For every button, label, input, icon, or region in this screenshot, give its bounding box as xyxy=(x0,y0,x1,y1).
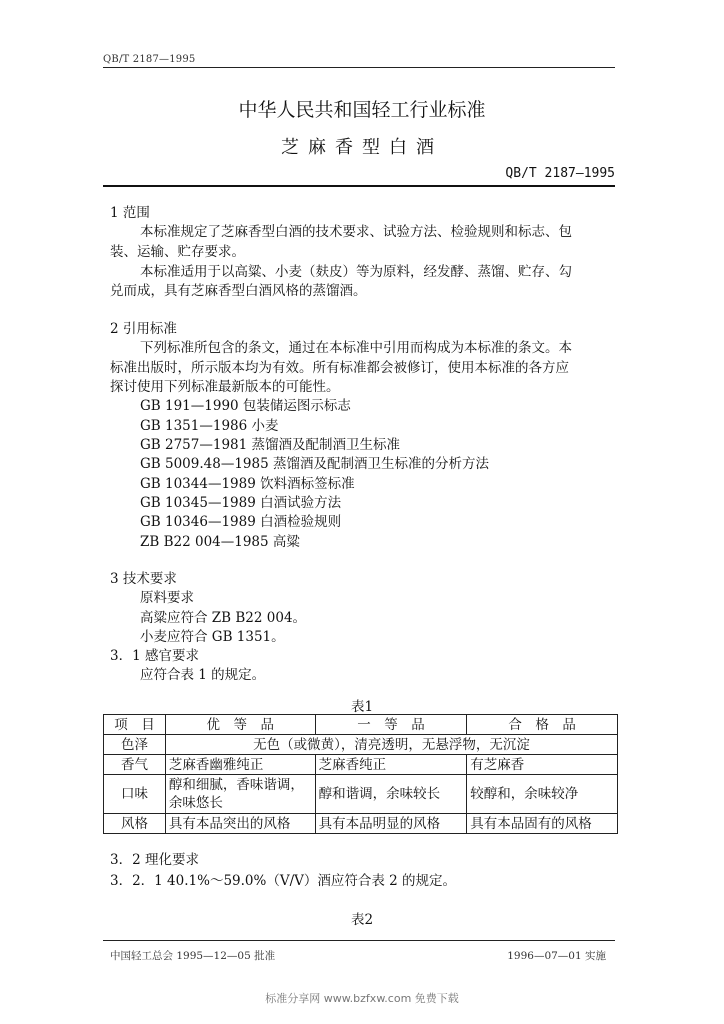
reference-item: GB 191—1990 包装储运图示标志 xyxy=(140,398,351,414)
table-cell-item: 香气 xyxy=(104,755,166,775)
section-2-heading: 2 引用标准 xyxy=(110,321,177,337)
table-row xyxy=(104,735,618,755)
table-cell: 芝麻香幽雅纯正 xyxy=(165,755,315,775)
table-cell-line: 醇和细腻，香味谐调， xyxy=(168,777,304,793)
approval-date: 中国轻工总会 1995—12—05 批准 xyxy=(110,950,276,962)
section-3-heading: 3 技术要求 xyxy=(110,571,177,587)
raw-material-wheat: 小麦应符合 GB 1351。 xyxy=(140,629,285,645)
raw-material-heading: 原料要求 xyxy=(140,590,194,606)
section-3-1-text: 应符合表 1 的规定。 xyxy=(140,667,266,683)
reference-item: ZB B22 004—1985 高粱 xyxy=(140,534,300,550)
table-cell: 无色（或微黄），清亮透明，无悬浮物，无沉淀 xyxy=(165,735,617,755)
raw-material-sorghum: 高粱应符合 ZB B22 004。 xyxy=(140,610,307,626)
running-header: QB/T 2187—1995 xyxy=(103,54,196,65)
section-1-para-1-line-2: 装、运输、贮存要求。 xyxy=(110,244,245,260)
table-cell: 具有本品固有的风格 xyxy=(467,814,618,834)
table-header-cell: 优 等 品 xyxy=(165,715,315,735)
section-2-para-line-3: 探讨使用下列标准最新版本的可能性。 xyxy=(110,379,340,395)
table-header-cell: 项 目 xyxy=(104,715,166,735)
section-2-para-line-2: 标准出版时，所示版本均为有效。所有标准都会被修订，使用本标准的各方应 xyxy=(110,360,569,376)
table-row xyxy=(104,814,618,834)
section-1-para-1-line-1: 本标准规定了芝麻香型白酒的技术要求、试验方法、检验规则和标志、包 xyxy=(140,224,572,240)
table-cell: 具有本品突出的风格 xyxy=(165,814,315,834)
document-org-title: 中华人民共和国轻工行业标准 xyxy=(238,99,486,121)
standard-number: QB/T 2187—1995 xyxy=(505,166,615,181)
table-row xyxy=(104,755,618,775)
table-cell: 较醇和，余味较净 xyxy=(467,775,618,814)
reference-item: GB 5009.48—1985 蒸馏酒及配制酒卫生标准的分析方法 xyxy=(140,456,489,472)
table-cell: 芝麻香纯正 xyxy=(315,755,467,775)
footer-rule xyxy=(103,940,615,941)
table-cell: 有芝麻香 xyxy=(467,755,618,775)
table-cell-item: 口味 xyxy=(104,775,166,814)
section-2-para-line-1: 下列标准所包含的条文，通过在本标准中引用而构成为本标准的条文。本 xyxy=(140,340,572,356)
header-rule xyxy=(103,67,615,68)
table-header-cell: 合 格 品 xyxy=(467,715,618,735)
document-title: 芝麻香型白酒 xyxy=(281,137,443,158)
table-row xyxy=(104,775,618,814)
table-header-row xyxy=(104,715,618,735)
table-cell-item: 风格 xyxy=(104,814,166,834)
section-1-para-2-line-1: 本标准适用于以高粱、小麦（麸皮）等为原料，经发酵、蒸馏、贮存、勾 xyxy=(140,264,572,280)
section-1-heading: 1 范围 xyxy=(110,205,150,221)
table-cell xyxy=(165,775,315,814)
implementation-date: 1996—07—01 实施 xyxy=(507,950,606,962)
reference-item: GB 2757—1981 蒸馏酒及配制酒卫生标准 xyxy=(140,437,400,453)
reference-item: GB 10346—1989 白酒检验规则 xyxy=(140,514,342,530)
table-1 xyxy=(103,714,618,834)
section-3-2-heading: 3．2 理化要求 xyxy=(110,852,199,868)
reference-item: GB 1351—1986 小麦 xyxy=(140,418,279,434)
reference-item: GB 10345—1989 白酒试验方法 xyxy=(140,495,342,511)
table-2-caption: 表2 xyxy=(350,912,374,928)
table-cell: 醇和谐调，余味较长 xyxy=(315,775,467,814)
watermark: 标准分享网 www.bzfxw.com 免费下载 xyxy=(265,992,459,1005)
section-3-2-1-text: 3．2．1 40.1%～59.0%（V/V）酒应符合表 2 的规定。 xyxy=(110,873,457,889)
table-cell-line: 余味悠长 xyxy=(168,795,223,811)
section-1-para-2-line-2: 兑而成，具有芝麻香型白酒风格的蒸馏酒。 xyxy=(110,283,367,299)
table-cell-item: 色泽 xyxy=(104,735,166,755)
reference-item: GB 10344—1989 饮料酒标签标准 xyxy=(140,476,355,492)
table-cell: 具有本品明显的风格 xyxy=(315,814,467,834)
table-header-cell: 一 等 品 xyxy=(315,715,467,735)
section-3-1-heading: 3．1 感官要求 xyxy=(110,648,199,664)
title-rule xyxy=(103,185,615,187)
table-1-caption: 表1 xyxy=(350,699,374,715)
